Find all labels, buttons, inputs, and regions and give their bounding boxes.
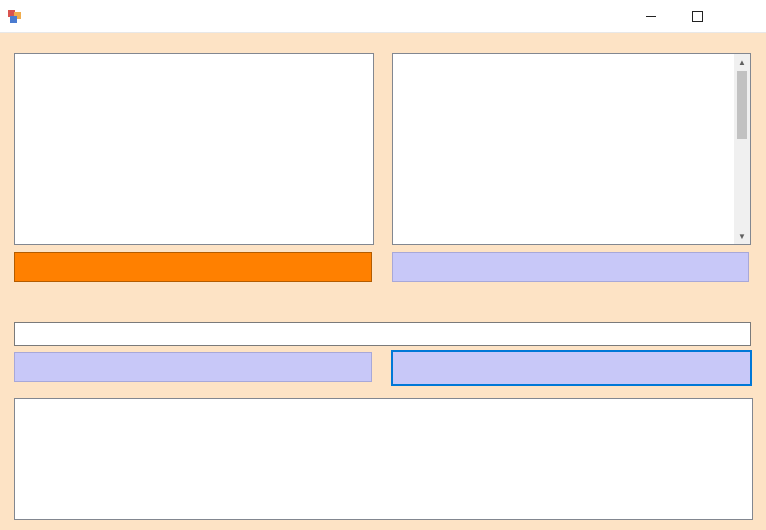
scroll-thumb[interactable] bbox=[737, 71, 747, 139]
serialize-binary-button[interactable] bbox=[14, 352, 372, 382]
maximize-icon bbox=[692, 11, 703, 22]
deserialize-binary-button[interactable] bbox=[392, 351, 751, 385]
scroll-down-icon[interactable]: ▼ bbox=[738, 231, 746, 241]
deserialized-listbox[interactable] bbox=[14, 398, 753, 520]
form-app-icon[interactable] bbox=[8, 10, 21, 23]
xml-scrollbar[interactable] bbox=[734, 54, 750, 244]
serialize-xml-button[interactable] bbox=[392, 252, 749, 282]
maximize-button[interactable] bbox=[674, 0, 720, 32]
minimize-button[interactable] bbox=[628, 0, 674, 32]
xml-textbox[interactable] bbox=[392, 53, 751, 245]
objects-listbox[interactable] bbox=[14, 53, 374, 245]
close-button[interactable] bbox=[720, 0, 766, 32]
create-list-button[interactable] bbox=[14, 252, 372, 282]
scroll-up-icon[interactable]: ▲ bbox=[738, 57, 746, 67]
file-path-input[interactable] bbox=[14, 322, 751, 346]
title-bar bbox=[0, 0, 766, 33]
minimize-icon bbox=[646, 16, 656, 17]
